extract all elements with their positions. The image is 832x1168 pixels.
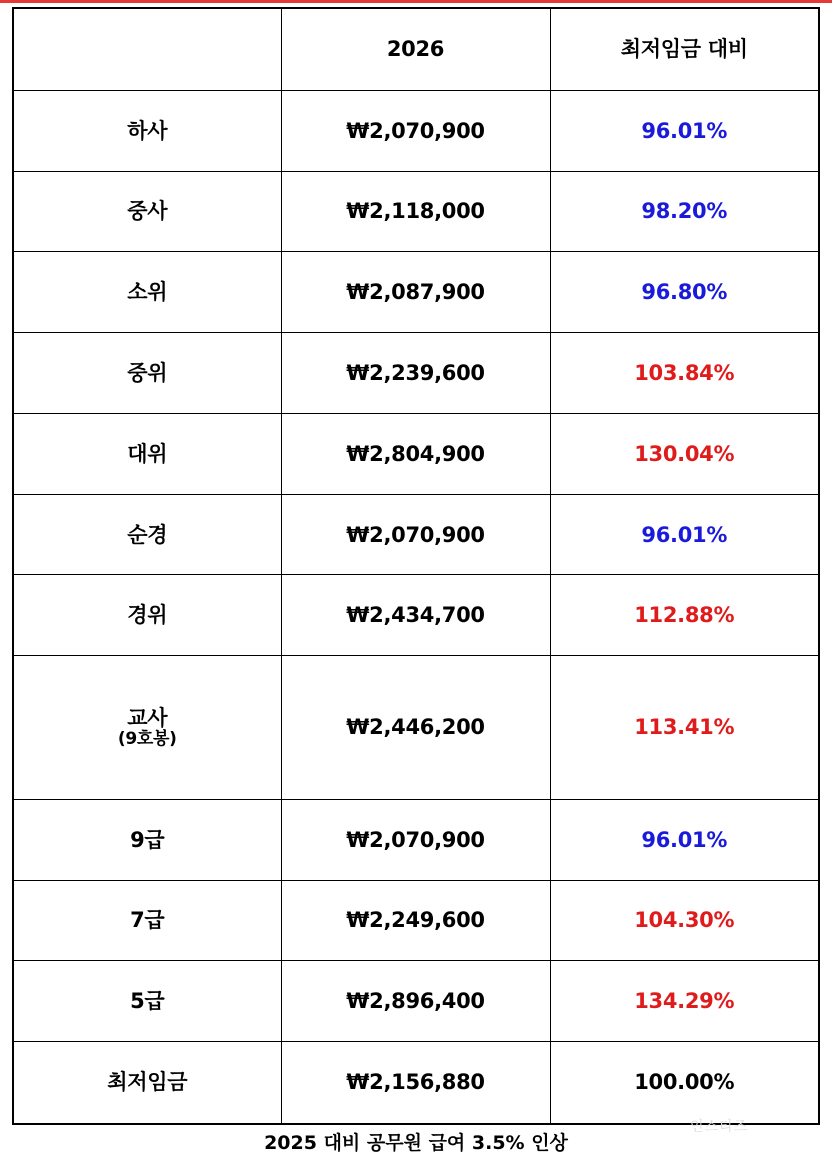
rank-label: 순경 bbox=[127, 522, 168, 547]
header-cell-ratio: 최저임금 대비 bbox=[550, 8, 819, 90]
rank-cell bbox=[13, 333, 281, 414]
rank-cell bbox=[13, 961, 281, 1042]
rank-label: 최저임금 bbox=[107, 1070, 188, 1095]
rank-label: 중위 bbox=[127, 360, 168, 385]
salary-cell: ₩2,070,900 bbox=[281, 90, 550, 171]
ratio-cell: 96.80% bbox=[550, 252, 819, 333]
salary-table-container bbox=[12, 7, 818, 1125]
table-row bbox=[13, 171, 819, 252]
ratio-cell: 98.20% bbox=[550, 171, 819, 252]
rank-cell bbox=[13, 413, 281, 494]
rank-cell bbox=[13, 880, 281, 961]
table-row bbox=[13, 799, 819, 880]
rank-label: 교사 bbox=[127, 705, 168, 730]
salary-cell: ₩2,896,400 bbox=[281, 961, 550, 1042]
ratio-cell: 130.04% bbox=[550, 413, 819, 494]
salary-cell: ₩2,070,900 bbox=[281, 799, 550, 880]
rank-cell bbox=[13, 1042, 281, 1124]
rank-label: 대위 bbox=[127, 441, 168, 466]
rank-label: 5급 bbox=[130, 989, 165, 1014]
ratio-cell: 96.01% bbox=[550, 90, 819, 171]
ratio-cell: 96.01% bbox=[550, 799, 819, 880]
ratio-cell: 112.88% bbox=[550, 575, 819, 656]
watermark: 인스티즈 bbox=[690, 1119, 749, 1135]
table-row bbox=[13, 90, 819, 171]
rank-cell bbox=[13, 90, 281, 171]
rank-label: 7급 bbox=[130, 908, 165, 933]
table-row bbox=[13, 575, 819, 656]
table-row bbox=[13, 252, 819, 333]
table-row bbox=[13, 961, 819, 1042]
ratio-cell: 104.30% bbox=[550, 880, 819, 961]
ratio-cell: 134.29% bbox=[550, 961, 819, 1042]
salary-cell: ₩2,804,900 bbox=[281, 413, 550, 494]
ratio-cell: 96.01% bbox=[550, 494, 819, 575]
rank-label: 중사 bbox=[127, 199, 168, 224]
table-row bbox=[13, 413, 819, 494]
salary-cell: ₩2,087,900 bbox=[281, 252, 550, 333]
rank-cell bbox=[13, 494, 281, 575]
table-row bbox=[13, 1042, 819, 1124]
rank-label: 하사 bbox=[127, 118, 168, 143]
salary-table bbox=[12, 7, 820, 1125]
rank-sublabel: (9호봉) bbox=[117, 728, 177, 749]
table-row bbox=[13, 494, 819, 575]
ratio-cell: 100.00% bbox=[550, 1042, 819, 1124]
salary-cell: ₩2,239,600 bbox=[281, 333, 550, 414]
top-accent-bar bbox=[0, 0, 832, 3]
rank-cell bbox=[13, 656, 281, 800]
table-header-row bbox=[13, 8, 819, 90]
rank-label: 경위 bbox=[127, 603, 168, 628]
rank-cell bbox=[13, 575, 281, 656]
table-row bbox=[13, 333, 819, 414]
header-cell-year: 2026 bbox=[281, 8, 550, 90]
ratio-cell: 103.84% bbox=[550, 333, 819, 414]
rank-label: 9급 bbox=[130, 827, 165, 852]
salary-cell: ₩2,434,700 bbox=[281, 575, 550, 656]
salary-cell: ₩2,446,200 bbox=[281, 656, 550, 800]
footer-caption: 2025 대비 공무원 급여 3.5% 인상 bbox=[264, 1132, 568, 1154]
rank-label: 소위 bbox=[127, 280, 168, 305]
salary-cell: ₩2,070,900 bbox=[281, 494, 550, 575]
table-row bbox=[13, 656, 819, 800]
header-cell-rank bbox=[13, 8, 281, 90]
salary-cell: ₩2,156,880 bbox=[281, 1042, 550, 1124]
salary-cell: ₩2,118,000 bbox=[281, 171, 550, 252]
rank-cell bbox=[13, 252, 281, 333]
rank-cell bbox=[13, 799, 281, 880]
table-row bbox=[13, 880, 819, 961]
rank-cell bbox=[13, 171, 281, 252]
salary-cell: ₩2,249,600 bbox=[281, 880, 550, 961]
ratio-cell: 113.41% bbox=[550, 656, 819, 800]
